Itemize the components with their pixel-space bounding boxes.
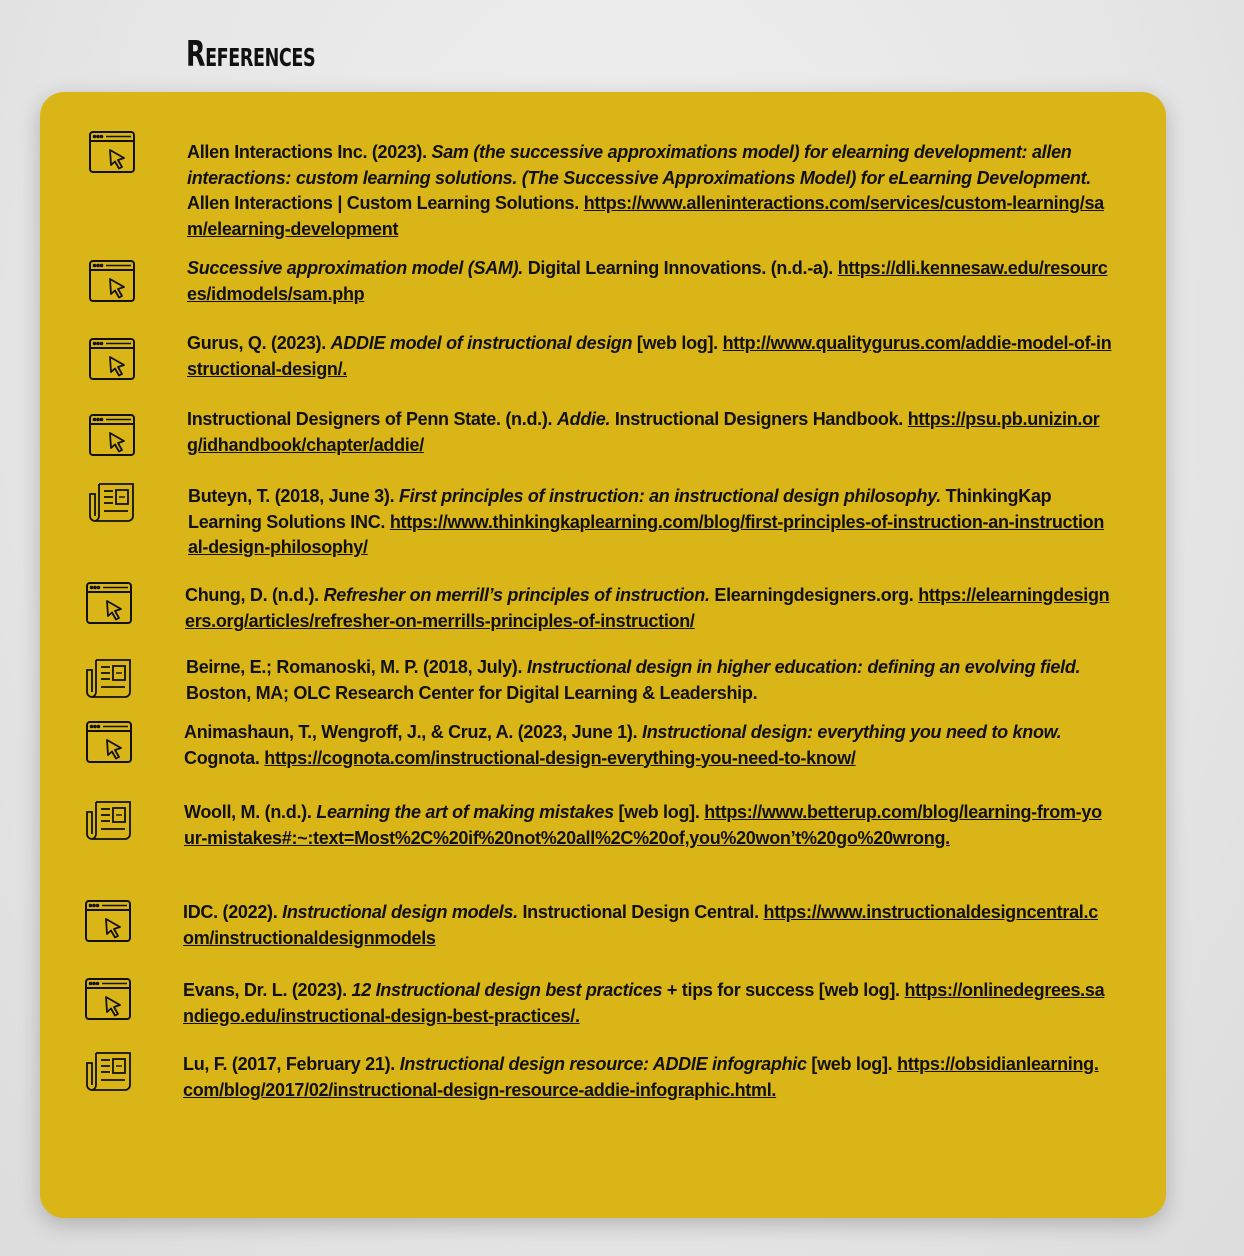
references-card (40, 92, 1166, 1218)
reference-title: First principles of instruction: an instructional design philosophy. (398, 486, 941, 506)
reference-author: Wooll, M. (n.d.). (184, 802, 317, 822)
web-browser-icon (84, 977, 134, 1023)
reference-link[interactable]: https://psu.pb.unizin.org/idhandbook/chapter/addie/ (187, 409, 1100, 455)
reference-link[interactable]: http://www.qualitygurus.com/addie-model-of-instructional-design/. (187, 333, 1112, 379)
reference-text (183, 1052, 1108, 1103)
reference-text (187, 331, 1112, 382)
reference-source: Boston, MA; OLC Research Center for Digital Learning & Leadership. (186, 682, 758, 703)
reference-source: [web log]. (613, 802, 705, 822)
reference-author: Instructional Designers of Penn State. (n.d.). (187, 409, 557, 429)
web-browser-icon (88, 259, 138, 305)
reference-text (187, 407, 1112, 458)
web-browser-icon (88, 337, 138, 383)
reference-title: Sam (the successive approximations model) for elearning development: allen interactions: custom learning solutions. (The Successive Approximations Model) for eLearning Development. (187, 142, 1092, 188)
reference-title: Addie. (556, 409, 611, 429)
reference-text (186, 655, 1111, 706)
reference-title: Learning the art of making mistakes (316, 802, 614, 822)
reference-source: [web log]. (806, 1054, 898, 1074)
reference-title: 12 Instructional design best practices (351, 980, 663, 1000)
page-title: References (186, 34, 316, 75)
web-browser-icon (88, 413, 138, 459)
reference-author: Chung, D. (n.d.). (185, 585, 324, 605)
reference-text (183, 978, 1108, 1029)
reference-link[interactable]: https://elearningdesigners.org/articles/refresher-on-merrills-principles-of-instruction/ (185, 585, 1110, 631)
newspaper-icon (87, 480, 137, 526)
reference-author: Evans, Dr. L. (2023). (183, 980, 352, 1000)
reference-source: Digital Learning Innovations. (n.d.-a). (523, 258, 838, 278)
reference-source: Allen Interactions | Custom Learning Solutions. (187, 193, 584, 213)
web-browser-icon (85, 720, 135, 766)
reference-source: + tips for success [web log]. (662, 980, 905, 1000)
web-browser-icon (85, 581, 135, 627)
web-browser-icon (88, 130, 138, 176)
reference-author: Allen Interactions Inc. (2023). (187, 142, 432, 162)
reference-link[interactable]: https://obsidianlearning.com/blog/2017/02/instructional-design-resource-addie-infographic.html. (183, 1054, 1099, 1100)
reference-title: Instructional design in higher education: defining an evolving field. (526, 657, 1081, 677)
reference-title: Instructional design: everything you need to know. (642, 722, 1062, 742)
reference-link[interactable]: https://cognota.com/instructional-design-everything-you-need-to-know/ (264, 747, 856, 768)
newspaper-icon (84, 656, 134, 702)
reference-source: Cognota. (184, 747, 265, 768)
reference-text (183, 900, 1108, 951)
newspaper-icon (84, 1049, 134, 1095)
reference-author: Lu, F. (2017, February 21). (183, 1054, 400, 1074)
reference-link[interactable]: https://dli.kennesaw.edu/resources/idmodels/sam.php (187, 258, 1108, 304)
reference-text (185, 583, 1110, 634)
reference-source: Elearningdesigners.org. (709, 585, 919, 605)
reference-source: Instructional Design Central. (517, 902, 764, 922)
reference-title: Instructional design models. (282, 902, 518, 922)
reference-text (187, 256, 1112, 307)
reference-text (184, 800, 1109, 851)
reference-author: Beirne, E.; Romanoski, M. P. (2018, July). (186, 657, 527, 677)
web-browser-icon (84, 899, 134, 945)
reference-title: Instructional design resource: ADDIE infographic (399, 1054, 807, 1074)
reference-source: [web log]. (632, 333, 723, 353)
reference-text (188, 484, 1113, 561)
reference-title: Successive approximation model (SAM). (187, 258, 523, 278)
reference-author: Buteyn, T. (2018, June 3). (188, 486, 399, 506)
reference-title: Refresher on merrill’s principles of instruction. (323, 585, 710, 605)
reference-author: IDC. (2022). (183, 902, 283, 922)
reference-source: Instructional Designers Handbook. (610, 409, 908, 429)
reference-author: Animashaun, T., Wengroff, J., & Cruz, A. (2023, June 1). (184, 722, 642, 742)
reference-link[interactable]: https://www.thinkingkaplearning.com/blog/first-principles-of-instruction-an-instructional-design-philosophy/ (188, 511, 1105, 557)
reference-link[interactable]: https://www.betterup.com/blog/learning-from-your-mistakes#:~:text=Most%2C%20if%20not%20all%2C%20of,you%20won’t%20go%20wrong. (184, 802, 1102, 848)
reference-title: ADDIE model of instructional design (330, 333, 633, 353)
reference-link[interactable]: https://www.instructionaldesigncentral.com/instructionaldesignmodels (183, 902, 1098, 948)
reference-text (184, 720, 1109, 771)
reference-author: Gurus, Q. (2023). (187, 333, 331, 353)
reference-source: ThinkingKap Learning Solutions INC. (188, 486, 1052, 532)
newspaper-icon (84, 798, 134, 844)
reference-link[interactable]: https://www.alleninteractions.com/services/custom-learning/sam/elearning-development (187, 193, 1104, 239)
reference-link[interactable]: https://onlinedegrees.sandiego.edu/instructional-design-best-practices/. (183, 980, 1105, 1026)
reference-text (187, 140, 1112, 242)
